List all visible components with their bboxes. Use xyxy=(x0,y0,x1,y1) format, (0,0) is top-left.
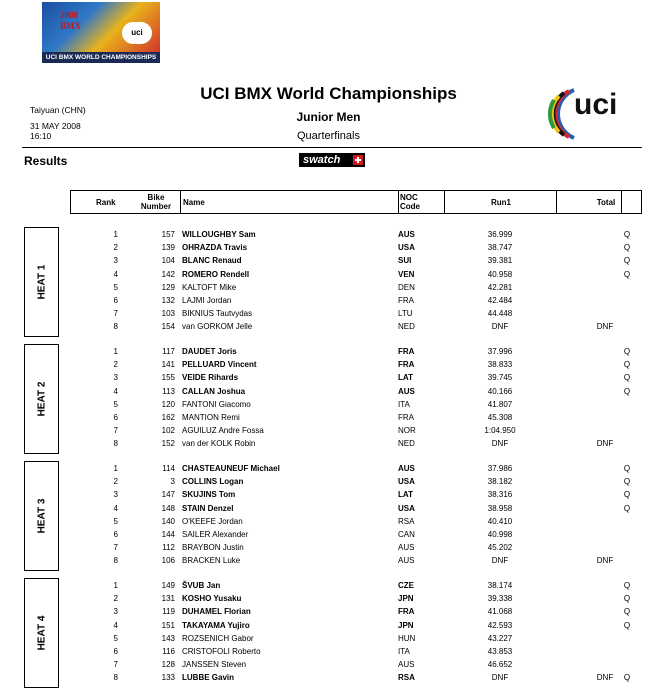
cell-name: O'KEEFE Jordan xyxy=(182,516,243,526)
col-code: Code xyxy=(400,202,420,211)
cell-rank: 8 xyxy=(113,673,118,683)
table-row xyxy=(0,371,657,384)
cell-noc: LAT xyxy=(398,373,413,383)
table-row xyxy=(0,228,657,241)
cell-q: Q xyxy=(623,490,631,500)
cell-run1: DNF xyxy=(491,322,509,332)
svg-text:uci: uci xyxy=(574,88,618,121)
cell-noc: AUS xyxy=(398,556,415,566)
cell-noc: FRA xyxy=(398,360,415,370)
cell-q: Q xyxy=(623,673,631,683)
cell-q: Q xyxy=(623,477,631,487)
cell-run1: 44.448 xyxy=(487,309,513,319)
uci-logo xyxy=(544,82,640,140)
cell-rank: 5 xyxy=(113,399,118,409)
cell-run1: DNF xyxy=(491,439,509,449)
cell-bib: 152 xyxy=(161,439,175,449)
cell-noc: FRA xyxy=(398,607,415,617)
table-row xyxy=(0,502,657,515)
col-divider xyxy=(180,191,181,213)
cell-name: BRAYBON Justin xyxy=(182,543,244,553)
cell-bib: 154 xyxy=(161,322,175,332)
cell-name: BIKNIUS Tautvydas xyxy=(182,309,253,319)
cell-run1: 42.484 xyxy=(487,296,513,305)
cell-noc: FRA xyxy=(398,347,415,356)
cell-bib: 162 xyxy=(161,413,175,422)
cell-noc: AUS xyxy=(398,464,415,473)
cell-noc: ITA xyxy=(398,399,410,409)
cell-name: ŠVUB Jan xyxy=(182,581,221,590)
cell-noc: LTU xyxy=(398,309,413,319)
results-label: Results xyxy=(24,154,68,168)
cell-run1: 40.958 xyxy=(487,269,513,279)
header-divider xyxy=(22,147,642,148)
cell-bib: 112 xyxy=(162,543,175,553)
cell-run1: 38.958 xyxy=(487,503,513,513)
cell-run1: 40.166 xyxy=(487,386,513,396)
cell-rank: 6 xyxy=(113,413,118,422)
table-row xyxy=(0,437,657,450)
cell-bib: 142 xyxy=(161,269,175,279)
logo-caption: UCI BMX WORLD CHAMPIONSHIPS xyxy=(42,52,160,63)
cell-rank: 4 xyxy=(113,269,118,279)
cell-noc: HUN xyxy=(398,633,416,643)
cell-bib: 151 xyxy=(161,620,175,630)
cell-bib: 133 xyxy=(161,673,175,683)
cell-rank: 4 xyxy=(113,503,118,513)
table-row xyxy=(0,671,657,684)
col-divider xyxy=(398,191,399,213)
col-divider xyxy=(444,191,445,213)
col-run1: Run1 xyxy=(491,198,511,207)
cell-name: SKUJINS Tom xyxy=(182,490,236,500)
table-row xyxy=(0,320,657,333)
cell-run1: 38.174 xyxy=(487,581,513,590)
cell-q: Q xyxy=(623,503,631,513)
cell-run1: 45.202 xyxy=(487,543,513,553)
cell-bib: 132 xyxy=(161,296,175,305)
cell-q: Q xyxy=(623,230,631,239)
cell-run1: 38.182 xyxy=(487,477,513,487)
cell-noc: CAN xyxy=(398,530,415,539)
table-row xyxy=(0,619,657,632)
cell-run1: 37.996 xyxy=(487,347,513,356)
cell-noc: SUI xyxy=(398,256,412,266)
table-row xyxy=(0,254,657,267)
cell-name: TAKAYAMA Yujiro xyxy=(182,620,250,630)
cell-name: PELLUARD Vincent xyxy=(182,360,257,370)
cell-name: AGUILUZ Andre Fossa xyxy=(182,426,264,436)
table-row xyxy=(0,658,657,671)
cell-run1: DNF xyxy=(491,673,509,683)
cell-name: LUBBE Gavin xyxy=(182,673,235,683)
table-row xyxy=(0,515,657,528)
cell-rank: 5 xyxy=(113,516,118,526)
cell-name: ROMERO Rendell xyxy=(182,269,250,279)
heat-label: HEAT 2 xyxy=(36,381,47,417)
table-row xyxy=(0,398,657,411)
cell-bib: 129 xyxy=(161,282,175,292)
table-row xyxy=(0,645,657,658)
cell-rank: 3 xyxy=(113,373,118,383)
cell-run1: DNF xyxy=(491,556,509,566)
table-row xyxy=(0,605,657,618)
cell-noc: JPN xyxy=(398,594,414,604)
table-row xyxy=(0,424,657,437)
cell-run1: 45.308 xyxy=(487,413,513,422)
swatch-text: swatch xyxy=(303,154,341,166)
cell-noc: JPN xyxy=(398,620,414,630)
cell-rank: 8 xyxy=(113,439,118,449)
table-row xyxy=(0,307,657,320)
time: 16:10 xyxy=(30,131,52,141)
cell-rank: 4 xyxy=(113,386,118,396)
cell-run1: 37.986 xyxy=(487,464,513,473)
cell-name: STAIN Denzel xyxy=(182,503,234,513)
cell-noc: RSA xyxy=(398,516,415,526)
cell-noc: VEN xyxy=(398,269,415,279)
cell-noc: AUS xyxy=(398,386,415,396)
table-row xyxy=(0,268,657,281)
cell-rank: 6 xyxy=(113,296,118,305)
cell-bib: 120 xyxy=(161,399,175,409)
logo-bmx: BMX xyxy=(60,21,81,31)
cell-run1: 43.227 xyxy=(487,633,513,643)
cell-run1: 36.999 xyxy=(487,230,513,239)
table-row xyxy=(0,462,657,475)
cell-bib: 144 xyxy=(161,530,175,539)
cell-noc: AUS xyxy=(398,660,415,670)
cell-rank: 3 xyxy=(113,256,118,266)
cell-run1: 43.853 xyxy=(487,647,513,656)
cell-q: Q xyxy=(623,360,631,370)
round-title: Quarterfinals xyxy=(297,130,360,142)
cell-q: Q xyxy=(623,269,631,279)
cell-rank: 7 xyxy=(113,660,118,670)
cell-name: KALTOFT Mike xyxy=(182,282,237,292)
col-noc: NOC xyxy=(400,193,418,202)
col-bike: Bike xyxy=(147,193,165,202)
cell-rank: 1 xyxy=(113,581,118,590)
cell-rank: 7 xyxy=(113,309,118,319)
logo-year: 2008 xyxy=(60,10,78,20)
cell-noc: ITA xyxy=(398,647,410,656)
table-row xyxy=(0,488,657,501)
cell-name: FANTONI Giacomo xyxy=(182,399,251,409)
cell-name: SAILER Alexander xyxy=(182,530,249,539)
cell-bib: 113 xyxy=(162,386,175,396)
cell-bib: 117 xyxy=(162,347,175,356)
cell-name: VEIDE Rihards xyxy=(182,373,239,383)
cell-rank: 6 xyxy=(113,647,118,656)
cell-rank: 2 xyxy=(113,360,118,370)
cell-run1: 40.410 xyxy=(487,516,513,526)
cell-bib: 148 xyxy=(161,503,175,513)
cell-name: JANSSEN Steven xyxy=(182,660,247,670)
cell-rank: 8 xyxy=(113,556,118,566)
cell-rank: 4 xyxy=(113,620,118,630)
table-row xyxy=(0,541,657,554)
col-rank: Rank xyxy=(96,198,116,207)
cell-q: Q xyxy=(623,620,631,630)
cell-name: LAJMI Jordan xyxy=(182,296,232,305)
cell-bib: 140 xyxy=(161,516,175,526)
cell-name: CALLAN Joshua xyxy=(182,386,246,396)
championship-logo xyxy=(42,2,160,62)
table-row xyxy=(0,632,657,645)
logo-artwork xyxy=(42,2,160,52)
table-row xyxy=(0,592,657,605)
cell-rank: 2 xyxy=(113,477,118,487)
cell-run1: 41.807 xyxy=(487,399,513,409)
cell-bib: 106 xyxy=(161,556,175,566)
cell-name: COLLINS Logan xyxy=(182,477,244,487)
cell-noc: NED xyxy=(398,322,415,332)
cell-q: Q xyxy=(623,386,631,396)
cell-noc: RSA xyxy=(398,673,415,683)
cell-run1: 42.593 xyxy=(487,620,513,630)
cell-bib: 143 xyxy=(161,633,175,643)
cell-noc: CZE xyxy=(398,581,414,590)
cell-name: WILLOUGHBY Sam xyxy=(182,230,256,239)
cell-noc: DEN xyxy=(398,282,415,292)
cell-rank: 2 xyxy=(113,594,118,604)
cell-bib: 119 xyxy=(162,607,175,617)
cell-rank: 6 xyxy=(113,530,118,539)
cell-bib: 149 xyxy=(161,581,175,590)
cell-noc: USA xyxy=(398,503,415,513)
location: Taiyuan (CHN) xyxy=(30,105,86,115)
col-total: Total xyxy=(596,198,616,207)
cell-rank: 7 xyxy=(113,543,118,553)
heat-label: HEAT 1 xyxy=(36,264,47,300)
cell-name: van GORKOM Jelle xyxy=(182,322,253,332)
cell-name: DUHAMEL Florian xyxy=(182,607,251,617)
cell-q: Q xyxy=(623,581,631,590)
cell-q: Q xyxy=(623,256,631,266)
cell-rank: 1 xyxy=(113,230,118,239)
cell-rank: 8 xyxy=(113,322,118,332)
heat-label: HEAT 4 xyxy=(36,615,47,651)
cell-bib: 114 xyxy=(162,464,175,473)
cell-run1: 39.381 xyxy=(487,256,513,266)
cell-run1: 41.068 xyxy=(487,607,513,617)
cell-rank: 5 xyxy=(113,282,118,292)
cell-q: Q xyxy=(623,464,631,473)
col-name: Name xyxy=(183,198,205,207)
cell-noc: AUS xyxy=(398,543,415,553)
cell-name: van der KOLK Robin xyxy=(182,439,256,449)
cell-rank: 5 xyxy=(113,633,118,643)
cell-bib: 102 xyxy=(161,426,175,436)
cell-noc: NED xyxy=(398,439,415,449)
table-row xyxy=(0,385,657,398)
category-title: Junior Men xyxy=(296,110,361,124)
cell-noc: FRA xyxy=(398,296,414,305)
cell-name: CRISTOFOLI Roberto xyxy=(182,647,261,656)
cell-noc: AUS xyxy=(398,230,415,239)
cell-bib: 157 xyxy=(161,230,175,239)
cell-name: OHRAZDA Travis xyxy=(182,243,248,253)
cell-rank: 3 xyxy=(113,490,118,500)
table-row xyxy=(0,528,657,541)
table-row xyxy=(0,345,657,358)
cell-bib: 128 xyxy=(161,660,175,670)
table-row xyxy=(0,294,657,307)
cell-rank: 3 xyxy=(113,607,118,617)
cell-bib: 116 xyxy=(162,647,175,656)
table-row xyxy=(0,241,657,254)
cell-q: Q xyxy=(623,607,631,617)
page-title: UCI BMX World Championships xyxy=(200,84,457,103)
cell-noc: LAT xyxy=(398,490,413,500)
cell-q: Q xyxy=(623,373,631,383)
cell-run1: 38.833 xyxy=(487,360,513,370)
cell-run1: 39.745 xyxy=(487,373,513,383)
table-header xyxy=(70,190,642,214)
cell-total: DNF xyxy=(596,673,614,683)
cell-bib: 139 xyxy=(161,243,175,253)
table-row xyxy=(0,358,657,371)
cell-q: Q xyxy=(623,347,631,356)
cell-q: Q xyxy=(623,594,631,604)
cell-rank: 2 xyxy=(113,243,118,253)
cell-total: DNF xyxy=(596,439,614,449)
cell-rank: 1 xyxy=(113,464,118,473)
cell-bib: 147 xyxy=(161,490,175,500)
cell-bib: 104 xyxy=(161,256,175,266)
cell-run1: 1:04.950 xyxy=(484,426,516,436)
logo-uci-mark: uci xyxy=(122,22,152,44)
cell-noc: USA xyxy=(398,477,415,487)
cell-run1: 46.652 xyxy=(487,660,513,670)
cell-name: DAUDET Joris xyxy=(182,347,237,356)
cell-name: CHASTEAUNEUF Michael xyxy=(182,464,280,473)
date: 31 MAY 2008 xyxy=(30,121,81,131)
cell-run1: 38.316 xyxy=(487,490,513,500)
cell-name: BLANC Renaud xyxy=(182,256,242,266)
cell-bib: 141 xyxy=(161,360,175,370)
cell-run1: 40.998 xyxy=(487,530,513,539)
col-number: Number xyxy=(140,202,172,211)
cell-name: BRACKEN Luke xyxy=(182,556,241,566)
cell-noc: NOR xyxy=(398,426,416,436)
cell-bib: 131 xyxy=(161,594,175,604)
cell-bib: 103 xyxy=(161,309,175,319)
cell-rank: 7 xyxy=(113,426,118,436)
table-row xyxy=(0,554,657,567)
cell-noc: USA xyxy=(398,243,415,253)
col-divider xyxy=(556,191,557,213)
cell-total: DNF xyxy=(596,556,614,566)
heat-label: HEAT 3 xyxy=(36,498,47,534)
cell-bib: 155 xyxy=(161,373,175,383)
swiss-cross-icon xyxy=(353,155,363,165)
table-row xyxy=(0,411,657,424)
cell-name: MANTION Remi xyxy=(182,413,240,422)
table-row xyxy=(0,475,657,488)
cell-q: Q xyxy=(623,243,631,253)
cell-name: KOSHO Yusaku xyxy=(182,594,242,604)
cell-rank: 1 xyxy=(113,347,118,356)
cell-run1: 38.747 xyxy=(487,243,513,253)
cell-total: DNF xyxy=(596,322,614,332)
cell-run1: 42.281 xyxy=(487,282,513,292)
table-row xyxy=(0,579,657,592)
cell-run1: 39.338 xyxy=(487,594,513,604)
cell-name: ROZSENICH Gabor xyxy=(182,633,254,643)
cell-bib: 3 xyxy=(170,477,175,487)
swatch-logo xyxy=(299,153,365,167)
table-row xyxy=(0,281,657,294)
cell-noc: FRA xyxy=(398,413,414,422)
